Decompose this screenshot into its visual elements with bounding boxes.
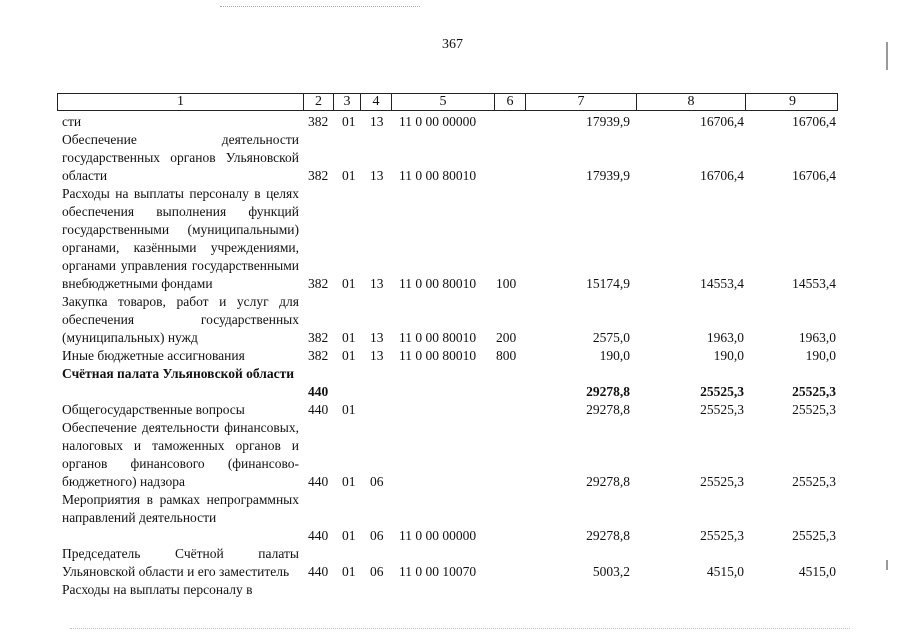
row-cell-c4: 13 <box>370 168 384 183</box>
row-cell-c9: 25525,3 <box>792 528 836 543</box>
row-cell-c3: 01 <box>342 348 356 363</box>
row-cell-c5: 11 0 00 10070 <box>399 564 477 579</box>
row-cell-c8: 14553,4 <box>700 276 744 291</box>
row-cell-c4: 13 <box>370 330 384 345</box>
header-col-8: 8 <box>637 94 746 110</box>
row-cell-c2: 382 <box>308 114 329 129</box>
row-cell-c2: 440 <box>308 474 329 489</box>
row-description: Обеспечение деятельности государственных органов Ульяновской области <box>62 132 299 183</box>
table-row <box>0 185 905 293</box>
table-row <box>0 347 905 365</box>
row-cell-c2: 440 <box>308 384 329 399</box>
row-cell-c6: 200 <box>496 330 517 345</box>
row-cell-c9: 16706,4 <box>792 114 836 129</box>
header-col-6: 6 <box>495 94 526 110</box>
header-col-5: 5 <box>392 94 495 110</box>
table-row <box>0 131 905 185</box>
row-cell-c8: 25525,3 <box>700 402 744 417</box>
row-cell-c9: 190,0 <box>805 348 836 363</box>
table-row <box>0 401 905 419</box>
row-description: Обеспечение деятельности финансовых, налоговых и таможенных органов и органов финансового (финансово-бюджетного) надзора <box>62 420 299 489</box>
row-cell-c3: 01 <box>342 168 356 183</box>
header-col-9: 9 <box>789 94 796 109</box>
row-description: Председатель Счётной палаты Ульяновской области и его заместитель <box>62 546 299 579</box>
table-row <box>0 365 905 401</box>
row-cell-c8: 4515,0 <box>706 564 744 579</box>
scan-artifact-bottom <box>70 628 850 630</box>
row-cell-c7: 17939,9 <box>586 168 630 183</box>
row-cell-c9: 4515,0 <box>798 564 836 579</box>
table-row <box>0 581 905 599</box>
row-description: Иные бюджетные ассигнования <box>62 348 245 363</box>
header-col-1: 1 <box>58 94 304 110</box>
row-cell-c7: 29278,8 <box>586 402 630 417</box>
row-description: Расходы на выплаты персоналу в целях обеспечения выполнения функций государственными (муниципальными) органами, казёнными учреждениями, органами управления государственными внебюджетными фондами <box>62 186 299 291</box>
row-description: Расходы на выплаты персоналу в <box>62 582 253 597</box>
row-description: Общегосударственные вопросы <box>62 402 245 417</box>
row-cell-c7: 2575,0 <box>592 330 630 345</box>
row-cell-c7: 29278,8 <box>586 384 630 399</box>
row-cell-c9: 14553,4 <box>792 276 836 291</box>
row-cell-c7: 15174,9 <box>586 276 630 291</box>
row-cell-c4: 13 <box>370 348 384 363</box>
table-row <box>0 113 905 131</box>
page-number: 367 <box>442 37 463 52</box>
row-cell-c8: 1963,0 <box>706 330 744 345</box>
header-col-7: 7 <box>526 94 637 110</box>
row-cell-c4: 13 <box>370 114 384 129</box>
row-cell-c9: 25525,3 <box>792 384 836 399</box>
row-cell-c5: 11 0 00 00000 <box>399 528 477 543</box>
row-cell-c5: 11 0 00 80010 <box>399 276 477 291</box>
header-col-2: 2 <box>304 94 334 110</box>
row-cell-c9: 25525,3 <box>792 402 836 417</box>
row-cell-c3: 01 <box>342 114 356 129</box>
row-cell-c2: 382 <box>308 330 329 345</box>
row-cell-c7: 29278,8 <box>586 528 630 543</box>
scan-artifact-top <box>220 6 420 8</box>
row-description: Счётная палата Ульяновской области <box>62 366 294 381</box>
row-cell-c4: 06 <box>370 528 384 543</box>
row-cell-c2: 382 <box>308 168 329 183</box>
row-cell-c4: 13 <box>370 276 384 291</box>
row-cell-c3: 01 <box>342 402 356 417</box>
row-cell-c8: 25525,3 <box>700 474 744 489</box>
table-header <box>57 93 838 111</box>
row-description: Мероприятия в рамках непрограммных направлений деятельности <box>62 492 299 525</box>
row-cell-c8: 25525,3 <box>700 384 744 399</box>
row-cell-c3: 01 <box>342 564 356 579</box>
header-col-4: 4 <box>361 94 392 110</box>
row-cell-c5: 11 0 00 00000 <box>399 114 477 129</box>
row-cell-c2: 440 <box>308 528 329 543</box>
row-cell-c8: 25525,3 <box>700 528 744 543</box>
row-cell-c2: 440 <box>308 402 329 417</box>
row-cell-c7: 29278,8 <box>586 474 630 489</box>
row-cell-c6: 100 <box>496 276 517 291</box>
row-cell-c9: 16706,4 <box>792 168 836 183</box>
row-cell-c5: 11 0 00 80010 <box>399 348 477 363</box>
table-row <box>0 491 905 545</box>
row-cell-c4: 06 <box>370 474 384 489</box>
row-cell-c9: 25525,3 <box>792 474 836 489</box>
row-cell-c3: 01 <box>342 474 356 489</box>
row-cell-c8: 16706,4 <box>700 168 744 183</box>
row-cell-c8: 190,0 <box>713 348 744 363</box>
row-cell-c9: 1963,0 <box>798 330 836 345</box>
row-cell-c3: 01 <box>342 528 356 543</box>
header-col-3: 3 <box>334 94 361 110</box>
row-cell-c3: 01 <box>342 276 356 291</box>
table-row <box>0 419 905 491</box>
row-cell-c6: 800 <box>496 348 517 363</box>
row-cell-c2: 382 <box>308 276 329 291</box>
table-row <box>0 293 905 347</box>
row-cell-c3: 01 <box>342 330 356 345</box>
table-row <box>0 545 905 581</box>
row-cell-c2: 382 <box>308 348 329 363</box>
row-description: Закупка товаров, работ и услуг для обеспечения государственных (муниципальных) нужд <box>62 294 299 345</box>
row-cell-c5: 11 0 00 80010 <box>399 168 477 183</box>
row-cell-c2: 440 <box>308 564 329 579</box>
row-cell-c7: 190,0 <box>599 348 630 363</box>
row-cell-c4: 06 <box>370 564 384 579</box>
row-cell-c8: 16706,4 <box>700 114 744 129</box>
row-cell-c7: 5003,2 <box>592 564 630 579</box>
row-cell-c5: 11 0 00 80010 <box>399 330 477 345</box>
row-cell-c7: 17939,9 <box>586 114 630 129</box>
row-description: сти <box>62 114 82 129</box>
